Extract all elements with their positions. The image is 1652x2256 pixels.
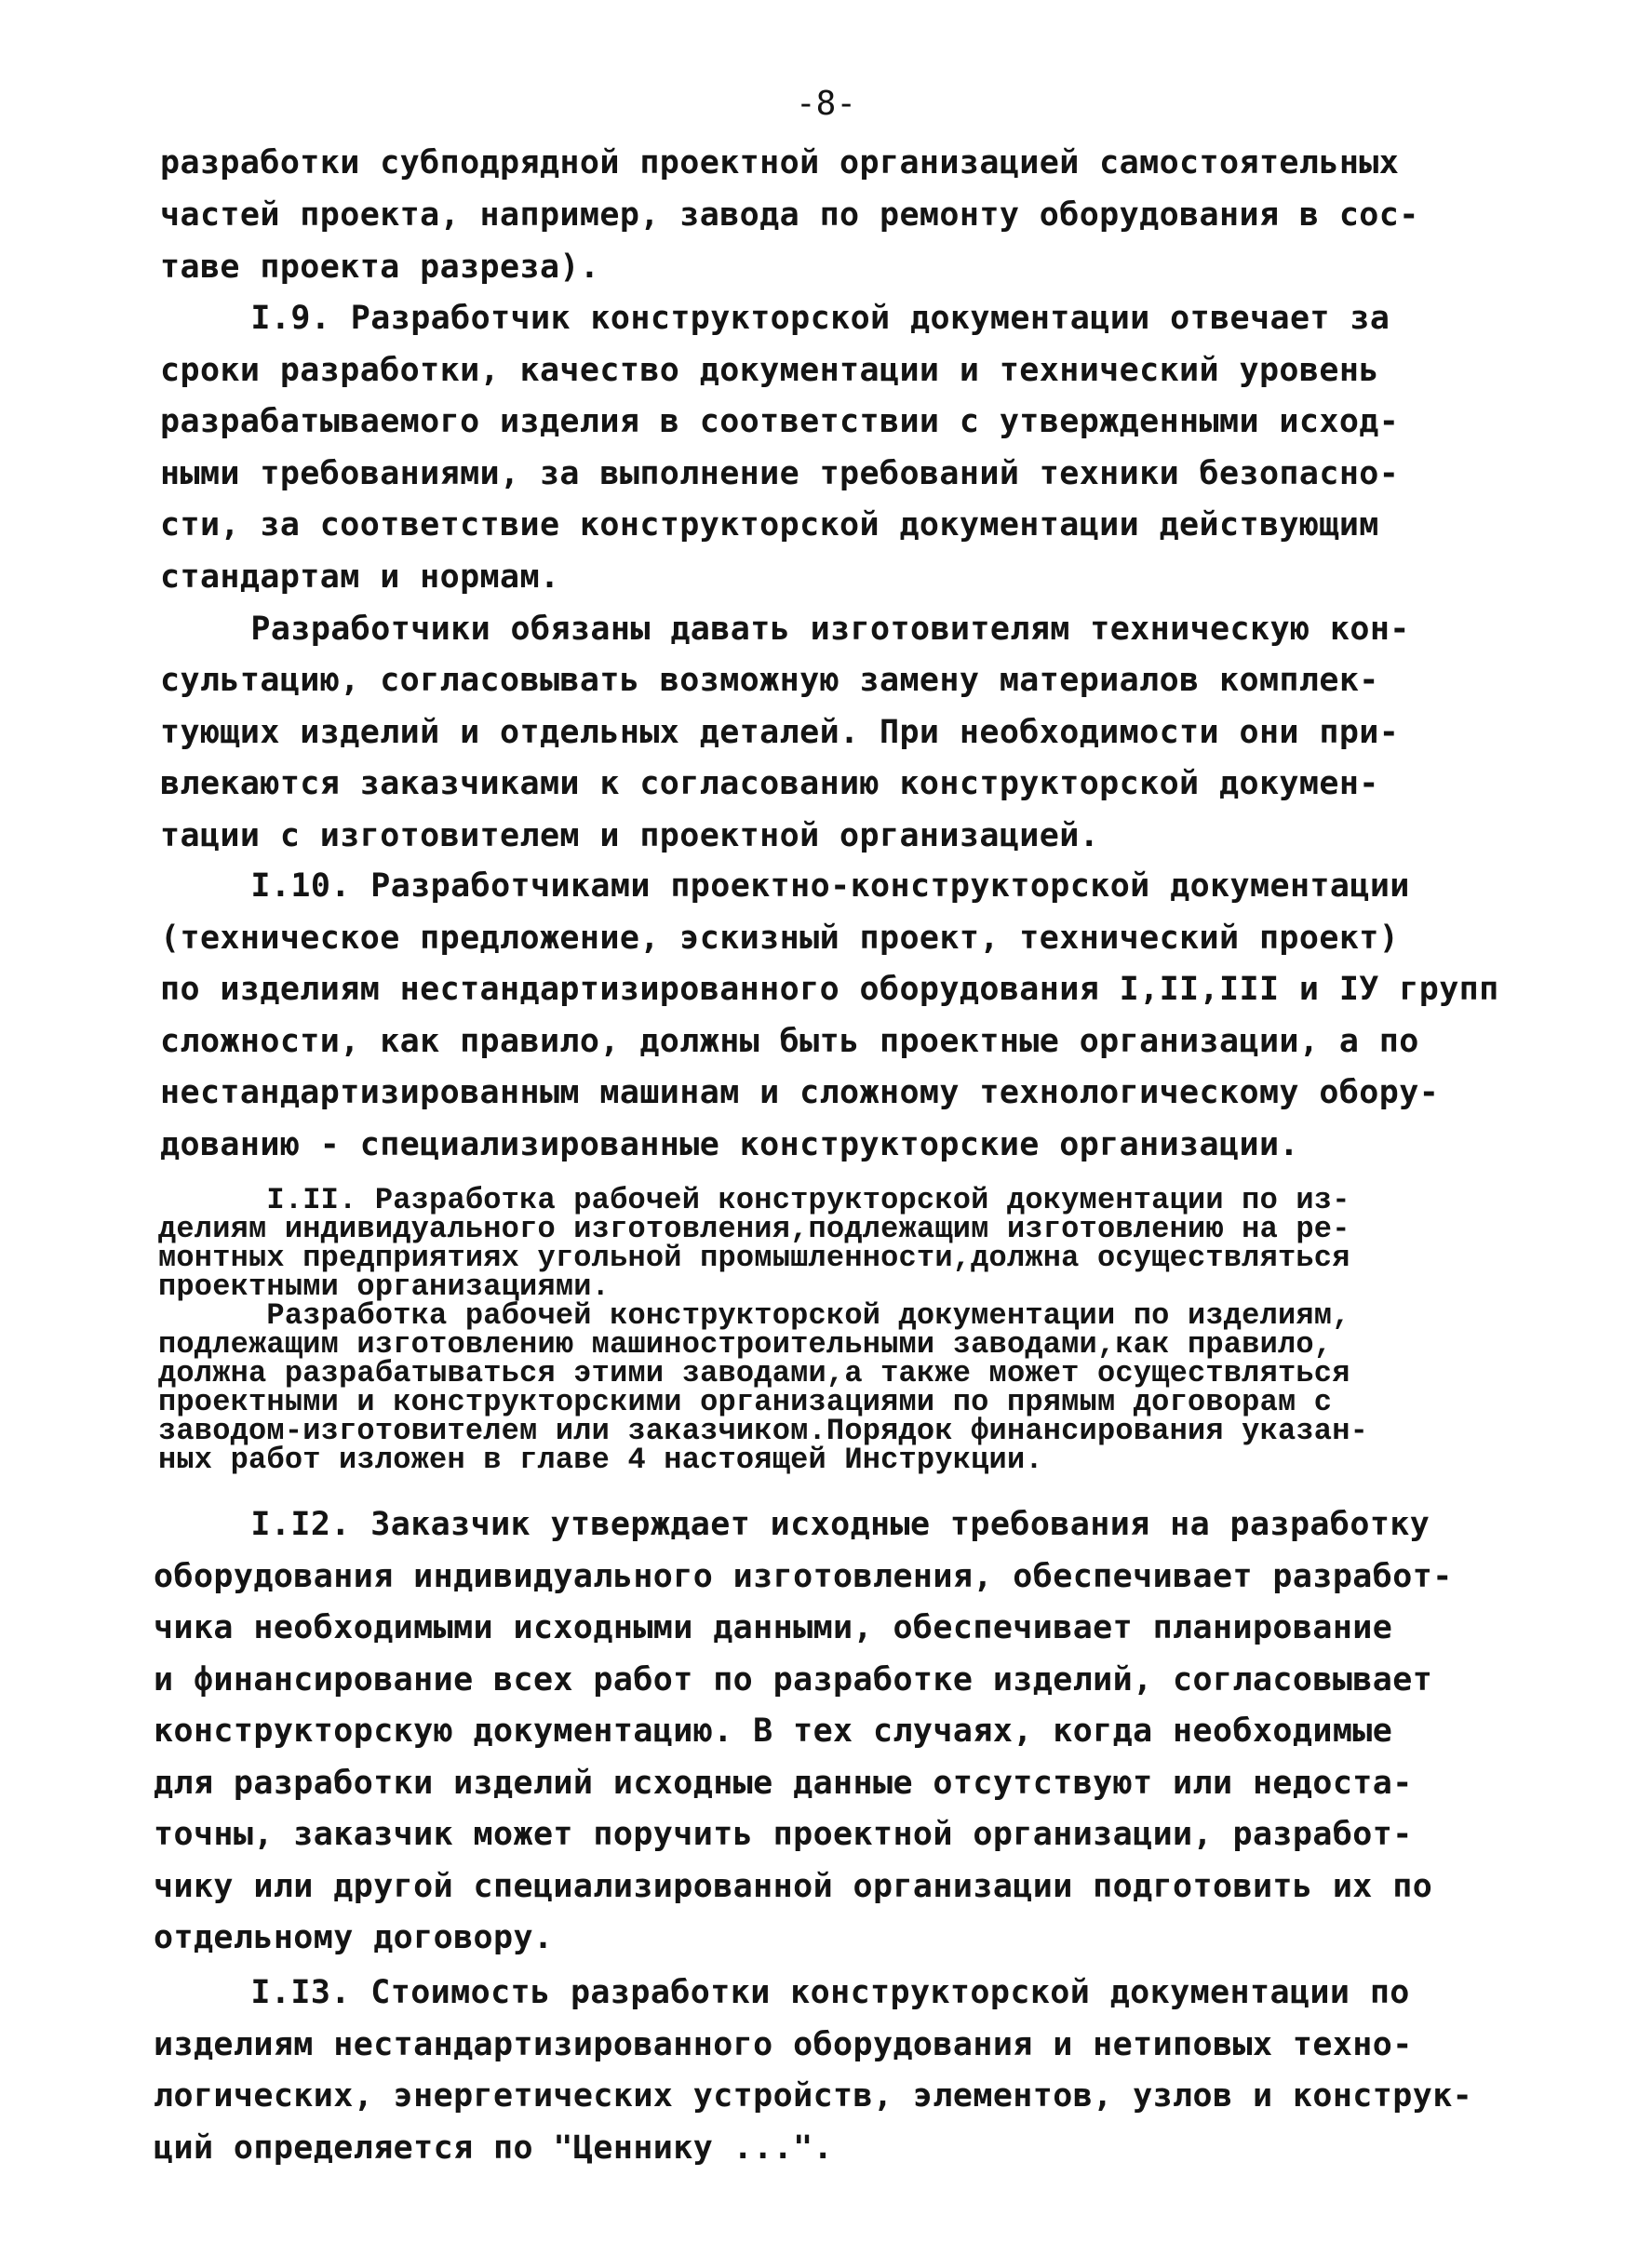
text-line: (техническое предложение, эскизный проект, технический проект) (160, 920, 1400, 957)
text-line: сти, за соответствие конструкторской документации действующим (160, 506, 1379, 544)
text-line: I.9. Разработчик конструкторской документации отвечает за (191, 300, 1390, 337)
text-line: заводом-изготовителем или заказчиком.Порядок финансирования указан- (158, 1414, 1369, 1448)
text-line: I.I2. Заказчик утверждает исходные требования на разработку (191, 1506, 1430, 1543)
text-line: логических, энергетических устройств, элементов, узлов и конструк- (154, 2077, 1473, 2115)
text-line: сроки разработки, качество документации и технический уровень (160, 352, 1379, 389)
text-line: тующих изделий и отдельных деталей. При необходимости они при- (160, 714, 1400, 751)
page-number: -8- (795, 85, 857, 123)
text-line: чика необходимыми исходными данными, обеспечивает планирование (154, 1609, 1393, 1646)
text-line: конструкторскую документацию. В тех случаях, когда необходимые (154, 1712, 1393, 1750)
text-line: тации с изготовителем и проектной организацией. (160, 817, 1100, 854)
text-line: Разработчики обязаны давать изготовителям техническую кон- (191, 611, 1410, 648)
text-line: разрабатываемого изделия в соответствии с утвержденными исход- (160, 403, 1400, 440)
text-line: точны, заказчик может поручить проектной организации, разработ- (154, 1816, 1413, 1853)
text-line: монтных предприятиях угольной промышленности,должна осуществляться (158, 1241, 1350, 1275)
text-line: нестандартизированным машинам и сложному технологическому обору- (160, 1074, 1440, 1111)
text-line: и финансирование всех работ по разработке изделий, согласовывает (154, 1661, 1433, 1699)
text-line: ных работ изложен в главе 4 настоящей Инструкции. (158, 1443, 1043, 1477)
text-line: дованию - специализированные конструкторские организации. (160, 1126, 1299, 1163)
text-line: проектными и конструкторскими организациями по прямым договорам с (158, 1385, 1333, 1419)
text-line: I.II. Разработка рабочей конструкторской документации по из- (158, 1183, 1350, 1217)
text-line: подлежащим изготовлению машиностроительными заводами,как правило, (158, 1327, 1333, 1362)
text-line: таве проекта разреза). (160, 248, 600, 286)
text-line: изделиям нестандартизированного оборудования и нетиповых техно- (154, 2026, 1413, 2063)
text-line: ций определяется по "Ценнику ...". (154, 2129, 834, 2167)
text-line: отдельному договору. (154, 1919, 554, 1956)
text-line: I.10. Разработчиками проектно-конструкторской документации (191, 867, 1410, 905)
text-line: частей проекта, например, завода по ремонту оборудования в сос- (160, 196, 1419, 234)
text-line: разработки субподрядной проектной организацией самостоятельных (160, 144, 1400, 181)
text-line: ными требованиями, за выполнение требований техники безопасно- (160, 455, 1400, 492)
text-line: Разработка рабочей конструкторской документации по изделиям, (158, 1298, 1350, 1333)
text-line: для разработки изделий исходные данные отсутствуют или недоста- (154, 1765, 1413, 1802)
text-line: по изделиям нестандартизированного оборудования I,II,III и IУ групп (160, 971, 1499, 1008)
text-line: I.I3. Стоимость разработки конструкторской документации по (191, 1974, 1410, 2011)
text-line: проектными организациями. (158, 1269, 611, 1304)
text-line: оборудования индивидуального изготовления, обеспечивает разработ- (154, 1558, 1453, 1595)
text-line: делиям индивидуального изготовления,подлежащим изготовлению на ре- (158, 1212, 1350, 1246)
text-line: сложности, как правило, должны быть проектные организации, а по (160, 1023, 1419, 1060)
text-line: должна разрабатываться этими заводами,а также может осуществляться (158, 1356, 1350, 1390)
text-line: сультацию, согласовывать возможную замену материалов комплек- (160, 662, 1379, 699)
text-line: влекаются заказчиками к согласованию конструкторской докумен- (160, 765, 1379, 802)
text-line: стандартам и нормам. (160, 558, 560, 596)
text-line: чику или другой специализированной организации подготовить их по (154, 1868, 1433, 1905)
